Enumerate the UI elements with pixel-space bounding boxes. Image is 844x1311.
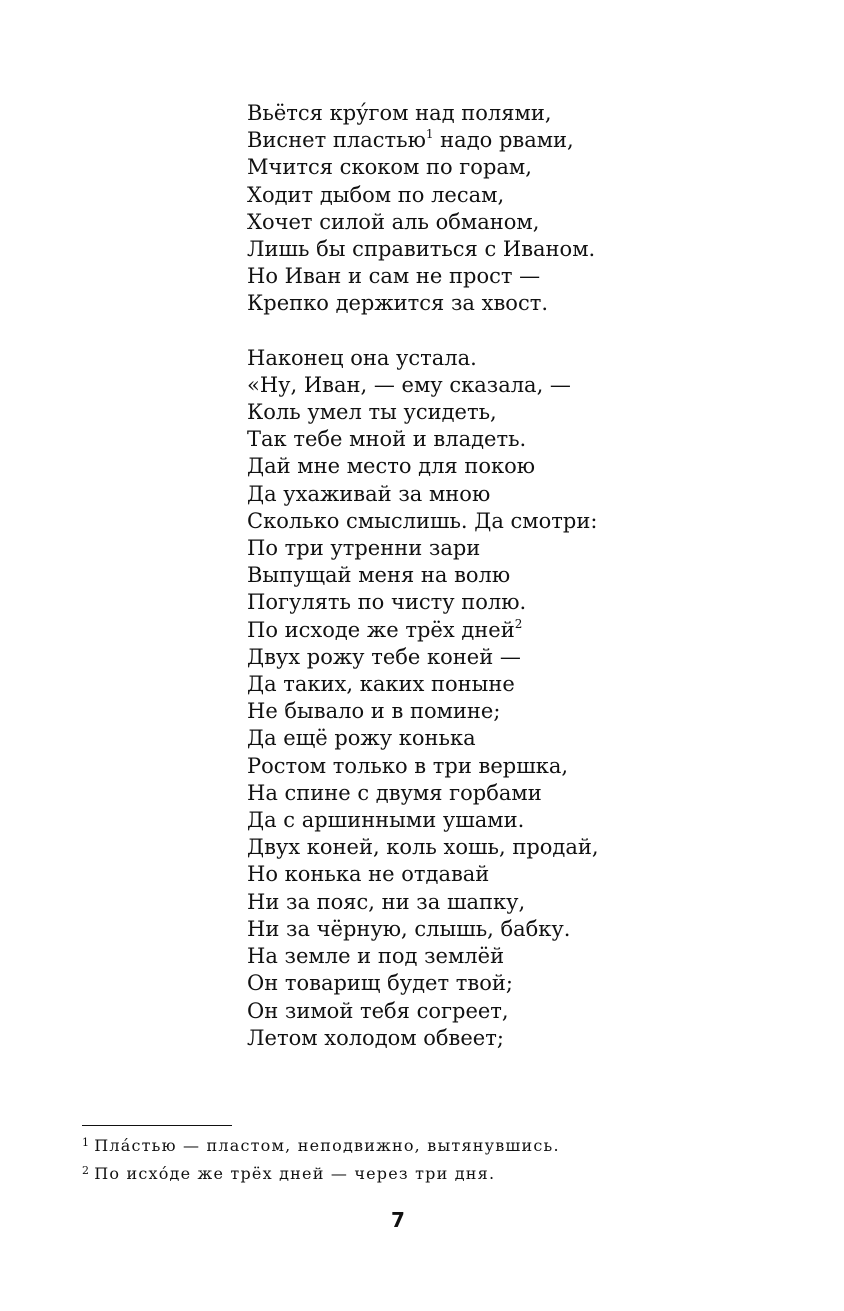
poem-line: Да таких, каких поныне bbox=[247, 672, 515, 697]
poem-line-end: надо рвами, bbox=[433, 128, 574, 153]
poem-line-start: Виснет пластью bbox=[247, 128, 426, 153]
poem-line: Не бывало и в помине; bbox=[247, 699, 501, 724]
poem-line: Ходит дыбом по лесам, bbox=[247, 182, 505, 207]
poem-line: Да ещё рожу конька bbox=[247, 726, 476, 751]
footnotes bbox=[82, 1133, 782, 1189]
footnote-number: 2 bbox=[82, 1164, 91, 1177]
poem-line: Но Иван и сам не прост — bbox=[247, 264, 541, 289]
poem-line: Но конька не отдавай bbox=[247, 862, 490, 887]
poem-line: По три утренни зари bbox=[247, 536, 481, 561]
footnote-divider bbox=[82, 1125, 232, 1126]
stanza-2 bbox=[247, 345, 807, 1052]
footnote-2 bbox=[82, 1161, 782, 1189]
poem-line: Выпущай меня на волю bbox=[247, 563, 511, 588]
poem-line: Так тебе мной и владеть. bbox=[247, 427, 527, 452]
poem-line: Двух коней, коль хошь, продай, bbox=[247, 835, 599, 860]
poem-line: Двух рожу тебе коней — bbox=[247, 644, 521, 669]
poem-line: Хочет силой аль обманом, bbox=[247, 209, 540, 234]
poem-line bbox=[247, 127, 807, 154]
footnote-text: По исхо́де же трёх дней — через три дня. bbox=[94, 1164, 496, 1183]
poem-text bbox=[247, 100, 807, 1052]
footnote-ref: 2 bbox=[514, 616, 523, 631]
poem-line: Он зимой тебя согреет, bbox=[247, 998, 509, 1023]
poem-line: Крепко держится за хвост. bbox=[247, 291, 548, 316]
poem-line: Ни за чёрную, слышь, бабку. bbox=[247, 916, 571, 941]
poem-line: На спине с двумя горбами bbox=[247, 780, 542, 805]
page-number: 7 bbox=[391, 1208, 405, 1232]
poem-line: Летом холодом обвеет; bbox=[247, 1025, 504, 1050]
poem-line: Коль умел ты усидеть, bbox=[247, 400, 497, 425]
poem-line: Да ухаживай за мною bbox=[247, 481, 491, 506]
footnote-ref: 1 bbox=[425, 127, 434, 142]
poem-line: Он товарищ будет твой; bbox=[247, 971, 513, 996]
poem-line: Мчится скоком по горам, bbox=[247, 155, 532, 180]
footnote-number: 1 bbox=[82, 1136, 91, 1149]
poem-line: Вьётся кру́гом над полями, bbox=[247, 101, 552, 125]
stanza-1 bbox=[247, 100, 807, 318]
poem-line: Ни за пояс, ни за шапку, bbox=[247, 889, 526, 914]
poem-line: Лишь бы справиться с Иваном. bbox=[247, 237, 596, 262]
poem-line-text: По исходе же трёх дней bbox=[247, 617, 515, 642]
poem-line bbox=[247, 617, 807, 644]
poem-line: Дай мне место для покою bbox=[247, 454, 536, 479]
poem-line: Ростом только в три вершка, bbox=[247, 753, 569, 778]
footnote-1 bbox=[82, 1133, 782, 1161]
poem-line: Сколько смыслишь. Да смотри: bbox=[247, 508, 598, 533]
footnote-text: Пла́стью — пластом, неподвижно, вытянувшись. bbox=[94, 1136, 560, 1155]
poem-line: На земле и под землёй bbox=[247, 944, 505, 969]
poem-line: Наконец она устала. bbox=[247, 345, 477, 370]
poem-line: «Ну, Иван, — ему сказала, — bbox=[247, 372, 571, 397]
poem-line: Погулять по чисту полю. bbox=[247, 590, 527, 615]
poem-line: Да с аршинными ушами. bbox=[247, 808, 525, 833]
